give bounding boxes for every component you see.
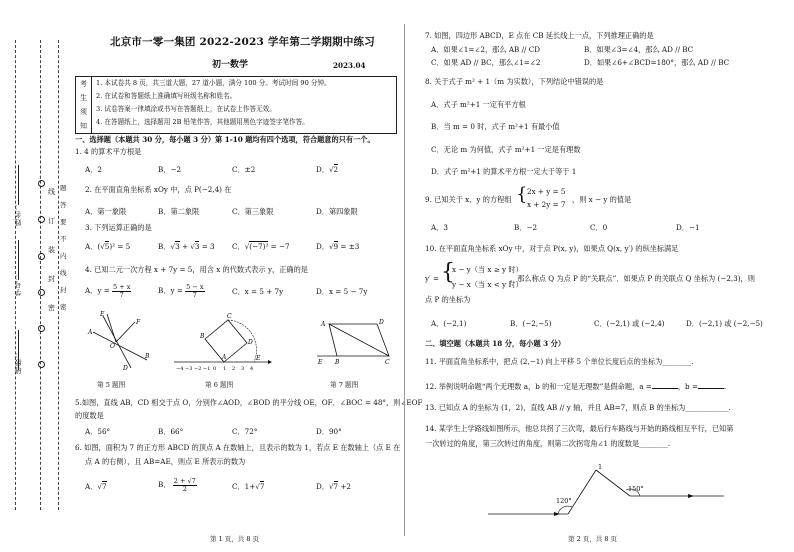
q6-option-d: D．√7 +2 — [316, 482, 352, 491]
svg-text:O: O — [110, 343, 115, 350]
exam-date: 2023.04 — [333, 61, 366, 70]
figure-5-caption: 第 5 题图 — [97, 381, 126, 389]
q2-option-a: A．第一象限 — [85, 207, 127, 216]
svg-text:A: A — [88, 329, 93, 336]
question-1-stem: 1. 4 的算术平方根是 — [75, 147, 142, 156]
student-id-label: 学号： — [14, 272, 22, 296]
q8-option-d: D．式子 m²+1 的算术平方根一定大于等于 1 — [431, 167, 577, 176]
dashed-line-inner — [58, 40, 59, 510]
q9-option-d: D．−1 — [676, 223, 700, 232]
svg-text:2: 2 — [232, 366, 236, 372]
question-9-suffix: ，则 x − y 的值是 — [572, 195, 632, 204]
q5-option-a: A．56° — [85, 427, 111, 436]
q2-option-b: B．第二象限 — [158, 207, 200, 216]
question-10-line3: 点 P 的坐标为 — [425, 295, 471, 304]
svg-text:1: 1 — [223, 366, 227, 372]
q6-option-a: A．√7 — [85, 482, 107, 491]
svg-text:−2: −2 — [194, 366, 202, 372]
q10-option-a: A．(−2,1) — [431, 319, 467, 328]
q4-option-a: A．y = $\frac{5 + x}{7}$ — [85, 283, 131, 299]
q3-option-d: D．√9 = ±3 — [316, 242, 360, 251]
exam-notes-box — [75, 76, 397, 134]
question-2-stem: 2. 在平面直角坐标系 xOy 中，点 P(−2,4) 在 — [85, 185, 232, 194]
svg-text:3: 3 — [241, 366, 245, 372]
svg-text:D: D — [379, 319, 384, 326]
svg-text:C: C — [385, 359, 390, 366]
svg-text:D: D — [248, 339, 253, 346]
q14-angle-label-1: 1 — [598, 463, 603, 471]
note-item: 2. 在试卷和答题纸上准确填写班级名称和姓名。 — [96, 92, 237, 100]
q5-option-b: B．66° — [158, 427, 184, 436]
question-6-line1: 6. 如图，面积为 7 的正方形 ABCD 的顶点 A 在数轴上，且表示的数为 1，若点 E 在数轴上（点 E 在 — [75, 443, 401, 452]
section1-header: 一、选择题（本题共 30 分，每小题 3 分）第 1-10 题均有四个选项，符合题意的只有一个。 — [75, 135, 375, 144]
page-subtitle: 初一数学 — [212, 60, 249, 70]
q4-option-d: D．x = 5 − 7y — [316, 287, 368, 296]
seal-mark-words: 线 订 装 封 密 — [48, 188, 55, 312]
q9-option-b: B．−2 — [514, 223, 538, 232]
q1-option-b: B．−2 — [158, 165, 182, 174]
q1-option-c: C．±2 — [232, 165, 256, 174]
q10-case-1: x − y（当 x ≥ y 时） — [452, 265, 523, 274]
figure-14 — [488, 456, 728, 522]
question-9-prefix: 9. 已知关于 x、y 的方程组 — [425, 195, 512, 204]
question-6-line2: 点 A 的右侧），且 AB=AE，则点 E 所表示的数为 — [85, 457, 246, 466]
note-item: 3. 试卷答案一律填涂或书写在答题纸上，在试卷上作答无效。 — [96, 105, 276, 113]
q2-option-d: D．第四象限 — [316, 207, 358, 216]
q7-option-c: C．如果 AD // BC，那么∠1=∠2 — [431, 58, 541, 67]
q9-option-a: A．3 — [431, 223, 448, 232]
question-14-line1: 14. 某学生上学路线如图所示，他总共拐了三次弯，最后行车路线与开始的路线相互平行，已知第 — [425, 424, 734, 433]
q7-option-d: D．如果∠6+∠BCD=180°，那么 AD // BC — [584, 58, 730, 67]
q1-option-a: A．2 — [85, 165, 102, 174]
page-1-footer: 第 1 页，共 8 页 — [210, 535, 260, 543]
svg-text:F: F — [136, 319, 141, 326]
q9-equation-2: x + 2y = 7 — [527, 200, 566, 209]
svg-text:B: B — [145, 353, 150, 360]
question-13: 13. 已知点 A 的坐标为 (1，2)，直线 AB // y 轴，并且 AB=7，则点 B 的坐标为____________. — [425, 403, 731, 412]
q9-option-c: C．0 — [590, 223, 608, 232]
svg-text:0: 0 — [213, 366, 217, 372]
page-2-footer: 第 2 页，共 8 页 — [568, 535, 618, 543]
q10-option-b: B．(−2,−5) — [510, 319, 552, 328]
q14-angle-150: 150° — [628, 485, 644, 493]
q10-option-c: C．(−2,1) 或 (−2,4) — [594, 319, 665, 328]
figure-6 — [172, 310, 272, 374]
svg-text:E: E — [100, 311, 105, 318]
svg-text:B: B — [335, 359, 340, 366]
figure-6-caption: 第 6 题图 — [205, 381, 234, 389]
question-10-line1: 10. 在平面直角坐标系 xOy 中，对于点 P(x, y)，如果点 Q(x, y′) 的纵坐标满足 — [425, 244, 679, 253]
q8-option-a: A．式子 m²+1 一定有平方根 — [431, 100, 526, 109]
svg-text:−1: −1 — [203, 366, 211, 372]
question-4-stem: 4. 已知二元一次方程 x + 7y = 5，用含 x 的代数式表示 y，正确的是 — [85, 265, 308, 274]
q6-option-c: C．1+√7 — [232, 482, 265, 491]
q8-option-b: B．当 m = 0 时，式子 m²+1 有最小值 — [431, 122, 560, 131]
q5-option-d: D．90° — [316, 427, 342, 436]
name-field[interactable] — [18, 165, 19, 205]
question-10-mid: ，那么称点 Q 为点 P 的“关联点”．如果点 P 的关联点 Q 坐标为 (−2,3)，则 — [510, 274, 755, 283]
seal-mark-circles — [38, 180, 45, 371]
question-3-stem: 3. 下列运算正确的是 — [85, 223, 152, 232]
sealing-strip — [0, 0, 70, 552]
q3-option-c: C．√(−7)² = −7 — [232, 242, 290, 251]
page-divider — [404, 24, 405, 536]
q9-equation-1: 2x + y = 5 — [527, 187, 566, 196]
svg-text:A: A — [321, 321, 326, 328]
q10-case-2: y − x（当 x < y 时） — [452, 280, 523, 289]
svg-text:−3: −3 — [185, 366, 193, 372]
class-label: 班级： — [14, 350, 22, 374]
q10-y-prime: y′ = — [425, 274, 439, 283]
q2-option-c: C．第三象限 — [232, 207, 274, 216]
svg-text:−4: −4 — [176, 366, 184, 372]
notes-label: 考 生 须 知 — [76, 77, 92, 133]
svg-text:B: B — [200, 333, 205, 340]
name-label: 姓名： — [14, 202, 22, 226]
question-11: 11. 平面直角坐标系中，把点 (2,−1) 向上平移 5 个单位长度后点的坐标为________. — [425, 357, 694, 366]
q9-brace: { — [516, 184, 528, 205]
question-14-line2: 一次转过的角度，第三次转过的角度，则第二次拐弯角∠1 的度数是________. — [425, 439, 671, 448]
svg-text:D: D — [123, 365, 128, 372]
q5-option-c: C．72° — [232, 427, 258, 436]
svg-text:C: C — [227, 313, 232, 320]
q10-brace: { — [441, 260, 455, 285]
svg-text:E: E — [256, 355, 261, 362]
q14-angle-120: 120° — [556, 497, 572, 505]
question-5-line1: 5.如图，直线 AB，CD 相交于点 O，分别作∠AOD，∠BOD 的平分线 OE，OF．∠BOC = 48°，则∠EOF — [75, 398, 423, 407]
q3-option-b: B．√3 + √3 = 3 — [158, 242, 215, 251]
class-field[interactable] — [18, 330, 19, 370]
note-item: 1. 本试卷共 8 页，共三道大题，27 道小题，满分 100 分。考试时间 90 分钟。 — [96, 79, 331, 87]
question-8-stem: 8. 关于式子 m² + 1（m 为实数），下列结论中错误的是 — [425, 77, 604, 86]
q7-option-a: A．如果∠1=∠2，那么 AB // CD — [431, 45, 540, 54]
question-7-stem: 7. 如图，四边形 ABCD，E 点在 CB 延长线上一点，下列推理正确的是 — [425, 31, 654, 40]
figure-7-caption: 第 7 题图 — [330, 381, 359, 389]
page-title: 北京市一零一集团 2022-2023 学年第二学期期中练习 — [110, 36, 375, 48]
q4-option-c: C．x = 5 + 7y — [232, 287, 284, 296]
question-12: 12. 举例说明命题“两个无理数 a，b 的和一定是无理数”是假命题，a = ，b = . — [425, 382, 727, 391]
svg-text:A: A — [222, 354, 227, 361]
q10-option-d: D．(−2,1) 或 (−2,−5) — [686, 319, 763, 328]
q8-option-c: C．无论 m 为何值，式子 m²+1 一定是有理数 — [431, 145, 581, 154]
figure-7 — [315, 316, 395, 372]
seal-inner-words: 题 答 要 不 内 线 封 密 — [60, 184, 67, 311]
note-item: 4. 在答题纸上，选择题用 2B 铅笔作答，其他题用黑色字迹签字笔作答。 — [96, 118, 309, 126]
svg-text:E: E — [318, 359, 323, 366]
q6-option-b: B． $\frac{2 + √7}{2}$ — [158, 477, 196, 493]
q3-option-a: A．(√5)² = 5 — [85, 242, 131, 251]
section2-header: 二、填空题（本题共 18 分，每小题 3 分） — [425, 339, 566, 348]
figure-5 — [85, 310, 155, 372]
q7-option-b: B．如果∠3=∠4，那么 AD // BC — [584, 45, 694, 54]
q4-option-b: B．y = $\frac{5 - x}{7}$ — [158, 283, 204, 299]
q1-option-d: D．√2 — [316, 165, 339, 174]
student-id-field[interactable] — [18, 240, 19, 280]
question-5-line2: 的度数是 — [75, 411, 104, 420]
svg-text:4: 4 — [250, 366, 254, 372]
